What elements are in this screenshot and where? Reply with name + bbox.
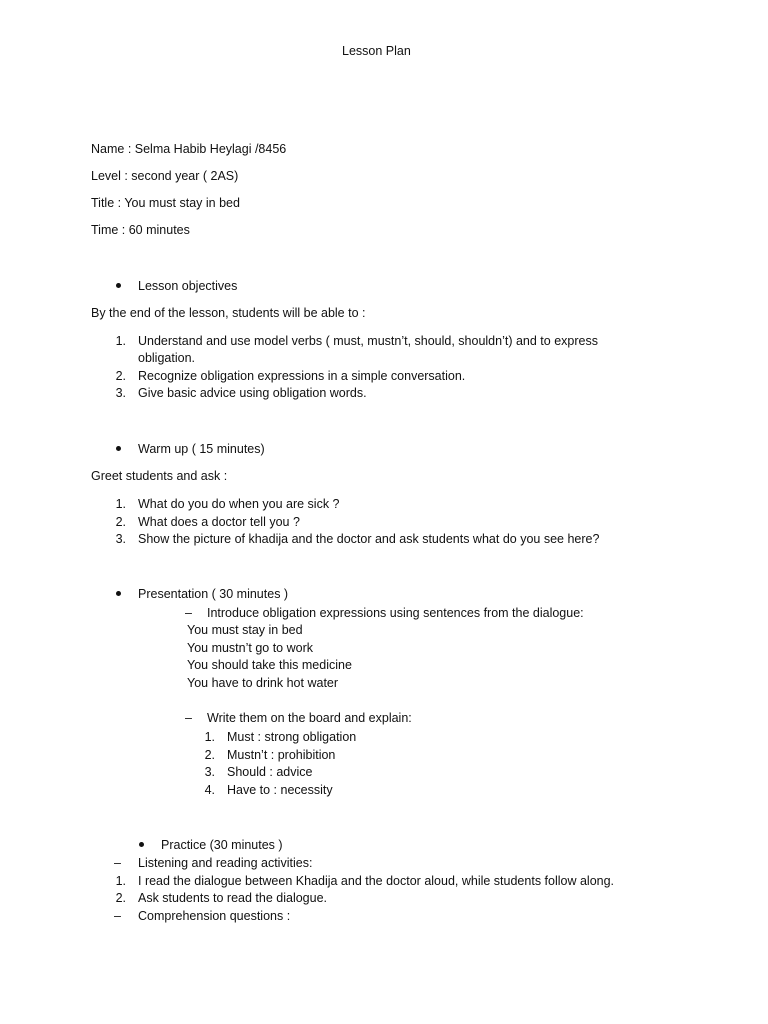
objective-text-continuation: obligation. (138, 351, 195, 365)
explanation-number: 1. (204, 730, 215, 744)
explanation-text: Must : strong obligation (227, 730, 357, 744)
objectives-intro: By the end of the lesson, students will be able to : (91, 306, 366, 320)
objective-number: 3. (115, 386, 126, 400)
example-sentence: You must stay in bed (187, 623, 303, 637)
practice-text: I read the dialogue between Khadija and the doctor aloud, while students follow along. (138, 874, 615, 888)
practice-heading: Practice (30 minutes ) (161, 838, 283, 852)
info-name: Name : Selma Habib Heylagi /8456 (91, 142, 287, 156)
presentation-heading: Presentation ( 30 minutes ) (138, 587, 289, 601)
warmup-number: 3. (115, 532, 126, 546)
explanation-text: Should : advice (227, 765, 313, 779)
warmup-question: Show the picture of khadija and the doctor and ask students what do you see here? (138, 532, 600, 546)
dash-icon: – (114, 856, 121, 870)
objective-number: 2. (115, 369, 126, 383)
practice-step: Comprehension questions : (138, 909, 291, 923)
practice-number: 1. (115, 874, 126, 888)
presentation-step: Introduce obligation expressions using sentences from the dialogue: (207, 606, 584, 620)
warmup-question: What do you do when you are sick ? (138, 497, 340, 511)
explanation-number: 2. (204, 748, 215, 762)
objective-text: Give basic advice using obligation words. (138, 386, 367, 400)
document-title: Lesson Plan (342, 44, 411, 58)
dash-icon: – (185, 606, 192, 620)
warmup-number: 1. (115, 497, 126, 511)
info-title: Title : You must stay in bed (91, 196, 240, 210)
practice-text: Ask students to read the dialogue. (138, 891, 328, 905)
bullet-icon (116, 283, 121, 288)
warmup-heading: Warm up ( 15 minutes) (138, 442, 265, 456)
info-level: Level : second year ( 2AS) (91, 169, 239, 183)
example-sentence: You have to drink hot water (187, 676, 339, 690)
objective-text: Recognize obligation expressions in a simple conversation. (138, 369, 466, 383)
objective-text: Understand and use model verbs ( must, mustn’t, should, shouldn’t) and to express (138, 334, 598, 348)
info-time: Time : 60 minutes (91, 223, 190, 237)
explanation-text: Have to : necessity (227, 783, 333, 797)
objective-number: 1. (115, 334, 126, 348)
explanation-number: 3. (204, 765, 215, 779)
bullet-icon (116, 446, 121, 451)
dash-icon: – (185, 711, 192, 725)
practice-number: 2. (115, 891, 126, 905)
dash-icon: – (114, 909, 121, 923)
presentation-step: Write them on the board and explain: (207, 711, 412, 725)
bullet-icon (116, 591, 121, 596)
warmup-intro: Greet students and ask : (91, 469, 228, 483)
bullet-icon (139, 842, 144, 847)
objectives-heading: Lesson objectives (138, 279, 238, 293)
explanation-text: Mustn’t : prohibition (227, 748, 336, 762)
example-sentence: You should take this medicine (187, 658, 352, 672)
example-sentence: You mustn’t go to work (187, 641, 313, 655)
warmup-question: What does a doctor tell you ? (138, 515, 300, 529)
explanation-number: 4. (204, 783, 215, 797)
practice-step: Listening and reading activities: (138, 856, 313, 870)
warmup-number: 2. (115, 515, 126, 529)
